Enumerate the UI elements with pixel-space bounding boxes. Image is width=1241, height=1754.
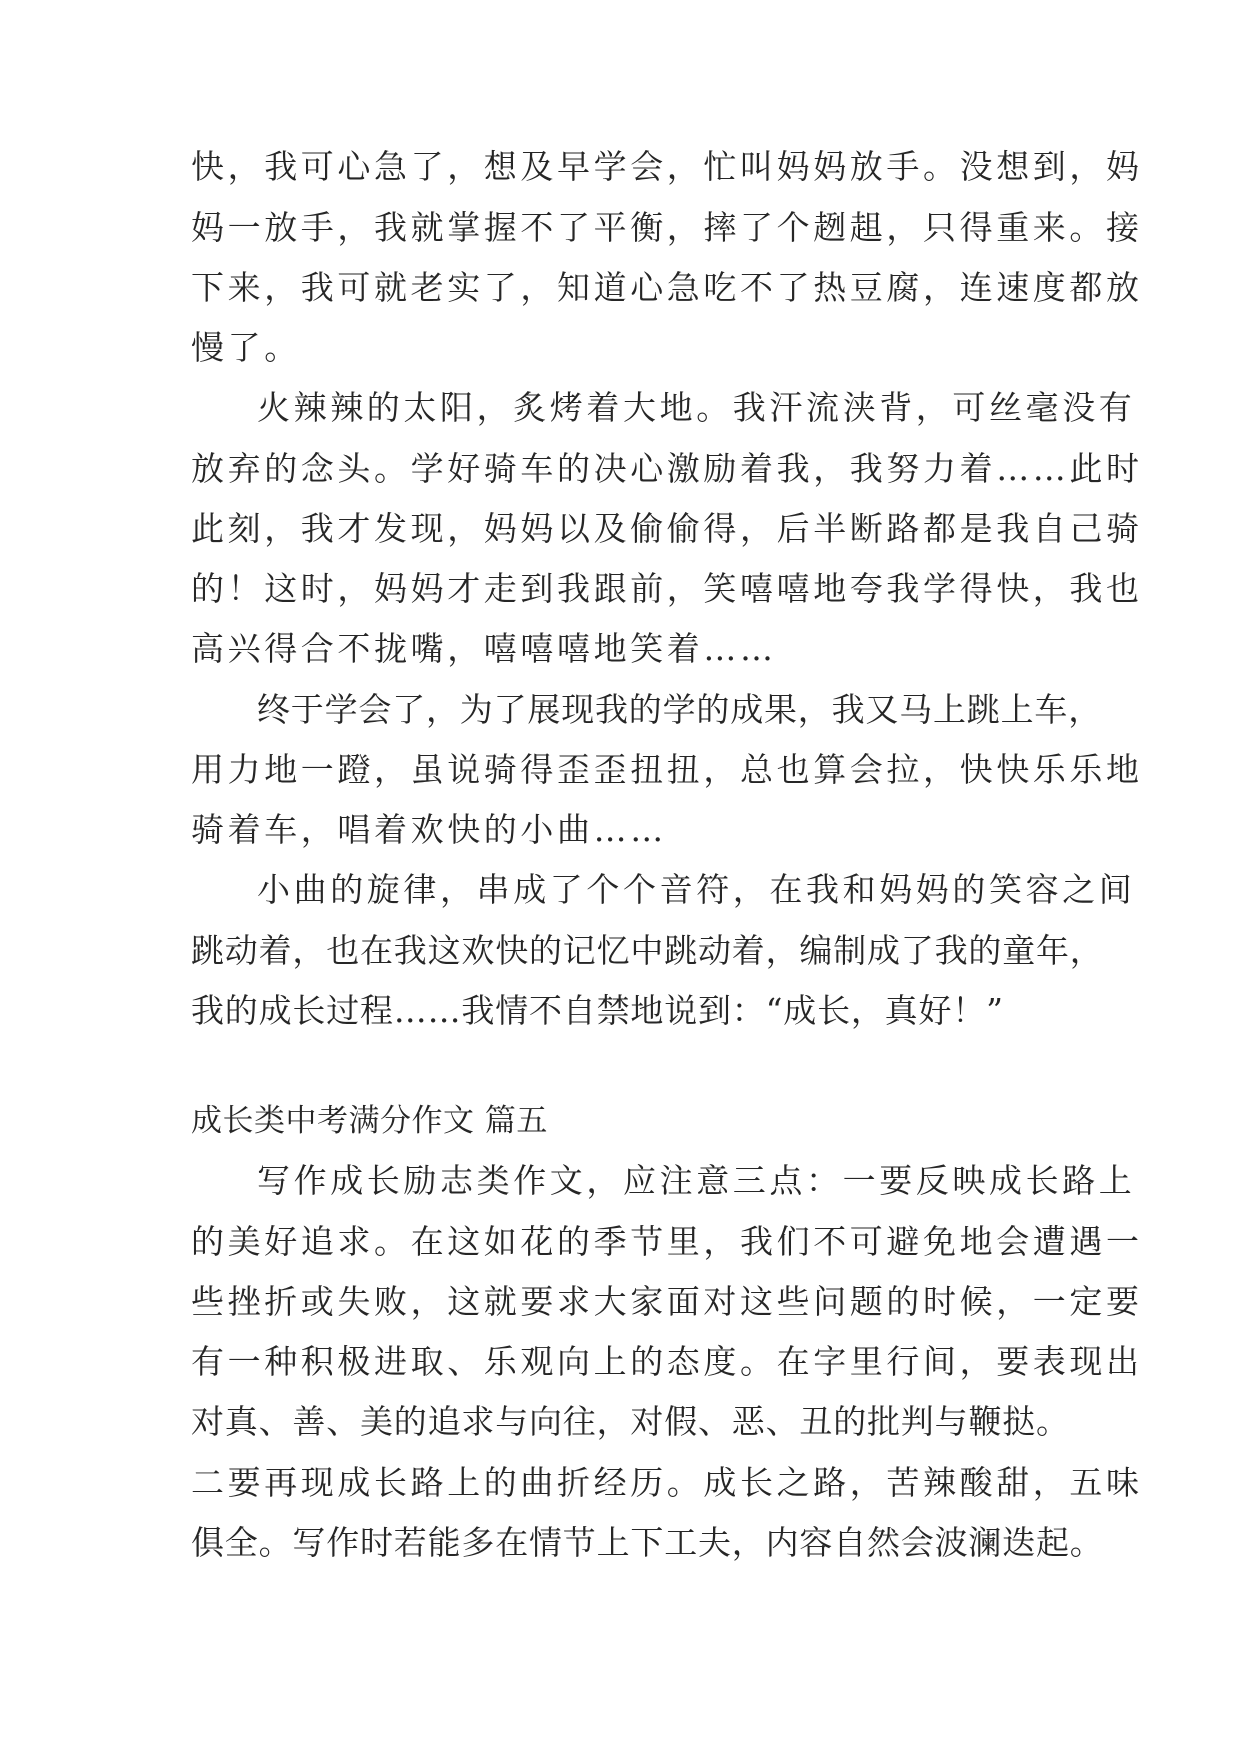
- paragraph-5-line-6: 二要再现成长路上的曲折经历。成长之路，苦辣酸甜，五味: [191, 1463, 1143, 1502]
- paragraph-4-line-2: 跳动着，也在我这欢快的记忆中跳动着，编制成了我的童年，: [191, 931, 1104, 970]
- paragraph-5-line-5: 对真、善、美的追求与向往，对假、恶、丑的批判与鞭挞。: [191, 1402, 1070, 1441]
- paragraph-5-line-3: 些挫折或失败，这就要求大家面对这些问题的时候，一定要: [191, 1282, 1143, 1321]
- paragraph-2-line-2: 放弃的念头。学好骑车的决心激励着我，我努力着……此时: [191, 449, 1143, 488]
- paragraph-3-line-3: 骑着车，唱着欢快的小曲……: [191, 810, 667, 849]
- paragraph-1-line-1: 快，我可心急了，想及早学会，忙叫妈妈放手。没想到，妈: [191, 147, 1143, 186]
- paragraph-4-line-1: 小曲的旋律，串成了个个音符，在我和妈妈的笑容之间: [257, 870, 1136, 909]
- paragraph-3-line-1: 终于学会了，为了展现我的学的成果，我又马上跳上车，: [257, 690, 1102, 729]
- paragraph-4-line-3: 我的成长过程……我情不自禁地说到：“成长，真好！”: [191, 991, 1004, 1030]
- paragraph-2-line-4: 的！这时，妈妈才走到我跟前，笑嘻嘻地夸我学得快，我也: [191, 569, 1143, 608]
- paragraph-5-line-1: 写作成长励志类作文，应注意三点：一要反映成长路上: [257, 1161, 1136, 1200]
- paragraph-5-line-2: 的美好追求。在这如花的季节里，我们不可避免地会遭遇一: [191, 1222, 1143, 1261]
- paragraph-2-line-1: 火辣辣的太阳，炙烤着大地。我汗流浃背，可丝毫没有: [257, 388, 1136, 427]
- paragraph-1-line-3: 下来，我可就老实了，知道心急吃不了热豆腐，连速度都放: [191, 268, 1143, 307]
- paragraph-3-line-2: 用力地一蹬，虽说骑得歪歪扭扭，总也算会拉，快快乐乐地: [191, 750, 1143, 789]
- section-heading: 成长类中考满分作文 篇五: [191, 1103, 548, 1139]
- paragraph-1-line-4: 慢了。: [191, 328, 301, 367]
- paragraph-5-line-7: 俱全。写作时若能多在情节上下工夫，内容自然会波澜迭起。: [191, 1523, 1104, 1562]
- paragraph-5-line-4: 有一种积极进取、乐观向上的态度。在字里行间，要表现出: [191, 1342, 1143, 1381]
- paragraph-1-line-2: 妈一放手，我就掌握不了平衡，摔了个趔趄，只得重来。接: [191, 208, 1143, 247]
- paragraph-2-line-5: 高兴得合不拢嘴，嘻嘻嘻地笑着……: [191, 629, 777, 668]
- paragraph-2-line-3: 此刻，我才发现，妈妈以及偷偷得，后半断路都是我自己骑: [191, 509, 1143, 548]
